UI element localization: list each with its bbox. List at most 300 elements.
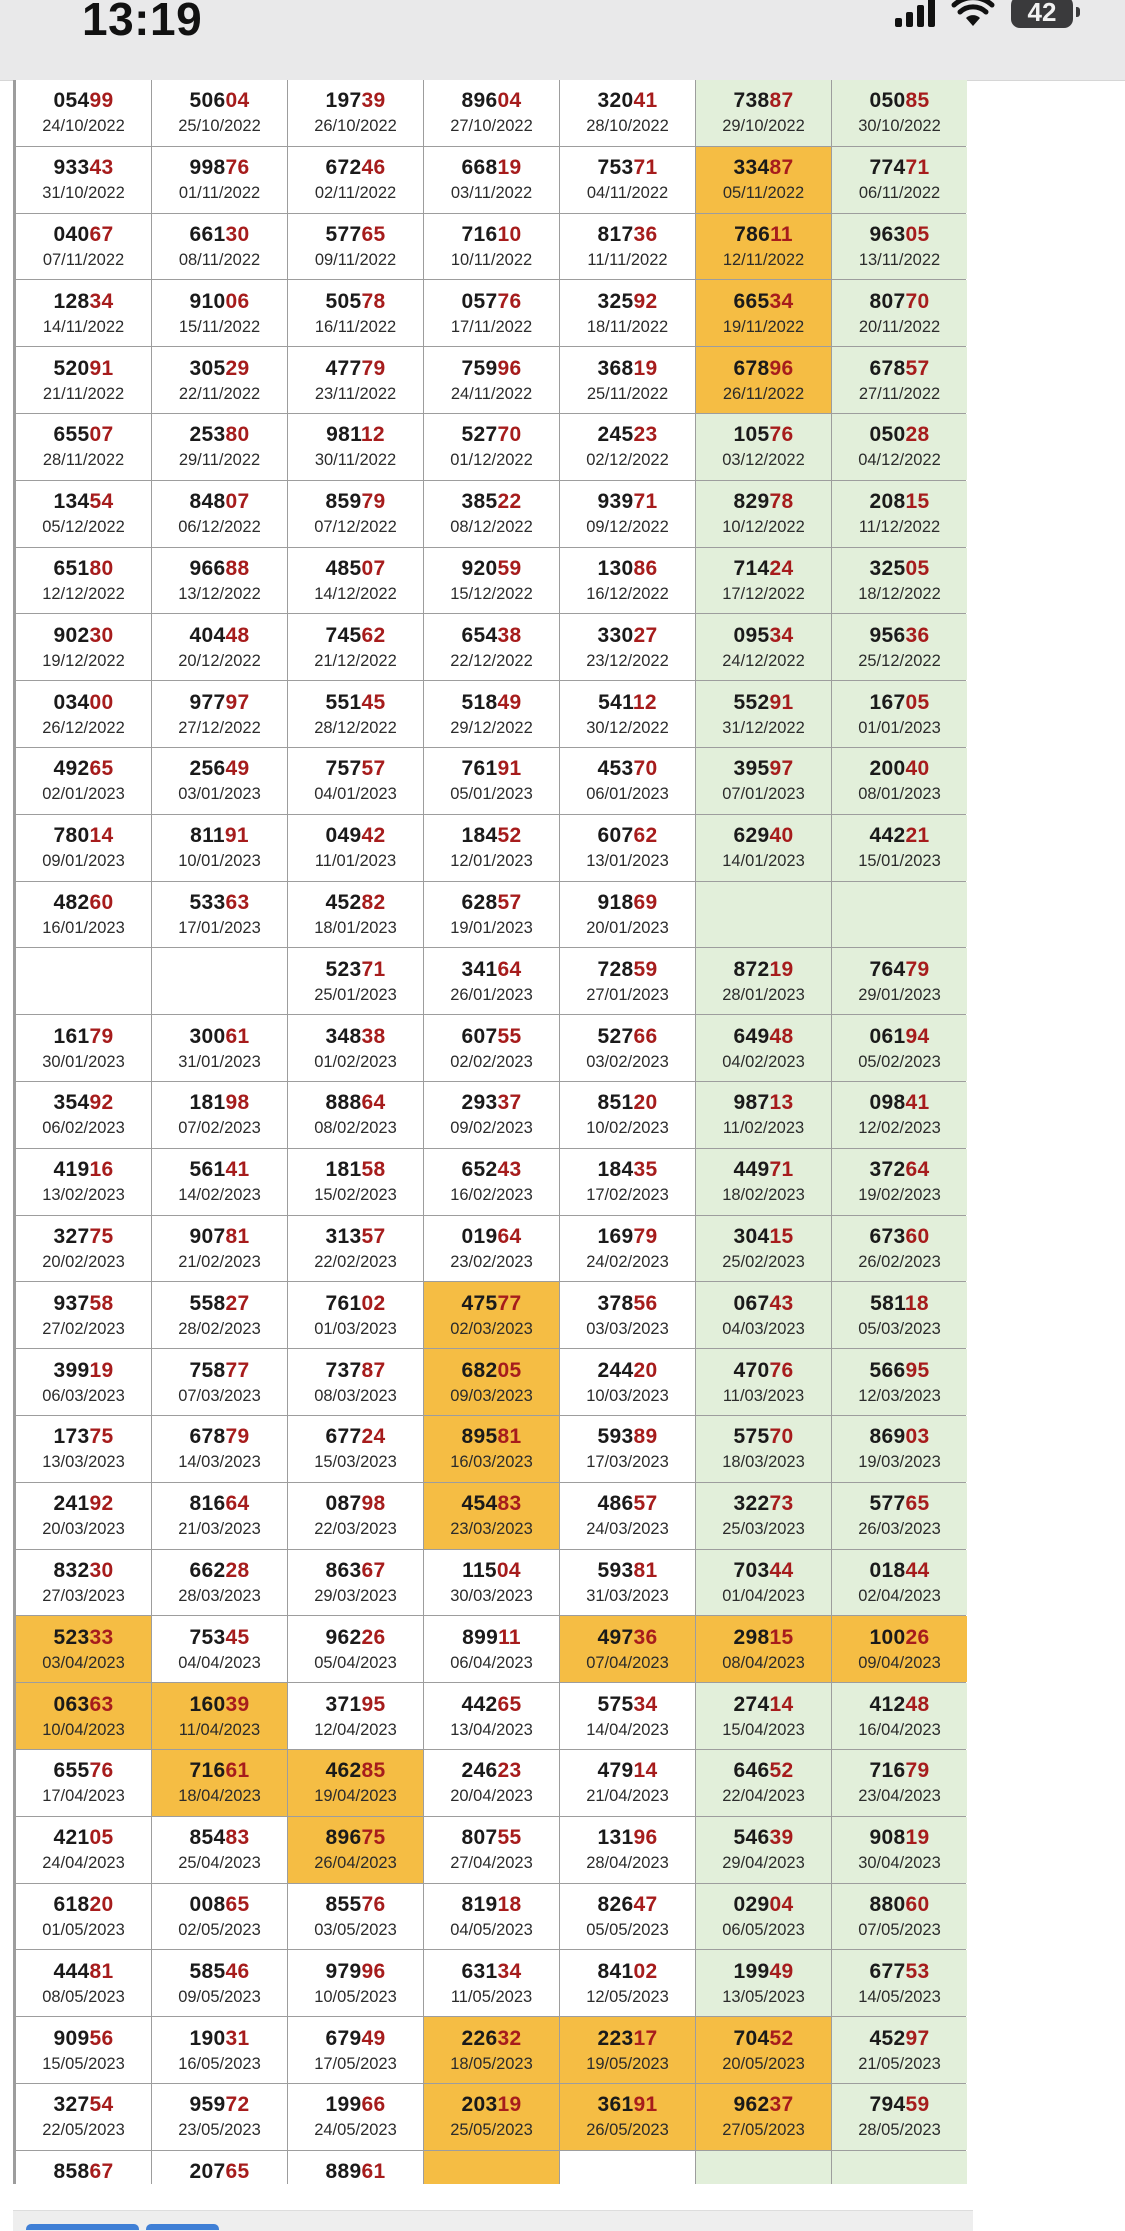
result-cell: [560, 2017, 695, 2083]
result-cell: [832, 548, 967, 614]
result-number: [54, 422, 114, 447]
result-number-lead: 817: [597, 222, 634, 246]
result-date: 02/04/2023: [858, 1586, 941, 1605]
result-number-lead: 807: [869, 289, 906, 313]
result-date: 23/11/2022: [314, 384, 397, 403]
result-number-lead: 371: [325, 1692, 362, 1716]
result-number-tail: 53: [905, 1959, 930, 1983]
result-number-tail: 85: [361, 1759, 386, 1783]
result-number-tail: 38: [361, 1024, 386, 1048]
result-cell: [16, 280, 151, 346]
result-number-tail: 92: [89, 1091, 114, 1115]
result-number-tail: 36: [633, 1625, 658, 1649]
result-cell: [696, 748, 831, 814]
result-number: [54, 1090, 114, 1115]
result-number-lead: 197: [325, 89, 362, 113]
result-cell: [152, 1082, 287, 1148]
result-cell: [696, 1149, 831, 1215]
result-number: [190, 289, 250, 314]
result-cell: [560, 1349, 695, 1415]
result-number-lead: 939: [597, 490, 634, 514]
result-cell: [424, 347, 559, 413]
result-date: 19/11/2022: [722, 317, 805, 336]
result-cell: [560, 1149, 695, 1215]
result-number: [326, 556, 386, 581]
result-number-lead: 485: [325, 556, 362, 580]
result-number: [598, 356, 658, 381]
result-number: [190, 1291, 250, 1316]
result-number: [462, 1758, 522, 1783]
result-cell: [832, 280, 967, 346]
result-number-tail: 79: [89, 1024, 114, 1048]
result-date: 04/11/2022: [586, 184, 669, 203]
result-cell: [696, 681, 831, 747]
result-number: [326, 222, 386, 247]
result-number: [870, 489, 930, 514]
result-number: [870, 1558, 930, 1583]
result-date: 13/04/2023: [450, 1720, 533, 1739]
result-number-tail: 63: [89, 1692, 114, 1716]
result-date: 27/01/2023: [586, 985, 669, 1004]
result-cell: [424, 1082, 559, 1148]
result-number-lead: 541: [598, 690, 633, 714]
result-date: 07/12/2022: [314, 518, 397, 537]
result-number-tail: 96: [633, 1826, 658, 1850]
result-cell: [832, 1750, 967, 1816]
result-number-lead: 855: [325, 1892, 362, 1916]
result-number: [598, 1491, 658, 1516]
result-date: 03/04/2023: [42, 1653, 125, 1672]
result-date: 09/01/2023: [42, 852, 125, 871]
result-number: [870, 1157, 930, 1182]
result-number-lead: 019: [461, 1224, 498, 1248]
result-date: 29/10/2022: [722, 117, 805, 136]
result-number-lead: 859: [325, 490, 362, 514]
result-cell: [832, 1149, 967, 1215]
result-cell: [288, 80, 423, 146]
result-date: 27/12/2022: [178, 718, 261, 737]
result-cell: [560, 1950, 695, 2016]
result-date: 13/11/2022: [858, 250, 941, 269]
result-number-tail: 76: [225, 156, 250, 180]
result-number-lead: 819: [461, 1892, 498, 1916]
result-cell: [288, 214, 423, 280]
result-cell: [16, 2017, 151, 2083]
result-date: 29/12/2022: [450, 718, 533, 737]
result-number: [190, 623, 250, 648]
result-number: [326, 1825, 386, 1850]
result-number-tail: 70: [497, 423, 522, 447]
result-date: 01/05/2023: [42, 1920, 125, 1939]
result-date: 28/04/2023: [586, 1854, 669, 1873]
result-number-tail: 83: [497, 1492, 522, 1516]
result-number-lead: 677: [869, 1959, 906, 1983]
result-date: 03/12/2022: [722, 451, 805, 470]
result-number: [598, 623, 658, 648]
result-number-tail: 30: [89, 623, 114, 647]
result-number: [190, 1692, 250, 1717]
result-cell: [560, 1616, 695, 1682]
result-number-lead: 761: [461, 757, 498, 781]
result-number: [54, 88, 114, 113]
result-date: 21/12/2022: [314, 651, 397, 670]
result-cell: [16, 147, 151, 213]
result-number-lead: 313: [325, 1224, 362, 1248]
result-cell: [832, 1282, 967, 1348]
result-cell: [152, 481, 287, 547]
result-cell: [560, 1683, 695, 1749]
result-number: [870, 222, 930, 247]
result-cell: [16, 2084, 151, 2150]
result-number-lead: 829: [733, 490, 770, 514]
result-number: [54, 1959, 114, 1984]
result-number-tail: 97: [225, 690, 250, 714]
result-number-tail: 79: [905, 957, 930, 981]
result-cell: [560, 147, 695, 213]
result-number: [190, 1224, 250, 1249]
result-number-tail: 59: [905, 2093, 930, 2117]
result-number: [326, 823, 386, 848]
result-number-tail: 36: [633, 222, 658, 246]
result-cell: [152, 815, 287, 881]
result-number: [54, 2159, 114, 2184]
result-number-lead: 334: [733, 156, 770, 180]
result-cell: [696, 1950, 831, 2016]
result-number: [54, 1758, 114, 1783]
status-time: 13:19: [82, 0, 203, 45]
result-number-lead: 907: [189, 1224, 226, 1248]
result-number-lead: 372: [869, 1158, 906, 1182]
result-number: [870, 556, 930, 581]
result-date: 07/05/2023: [858, 1920, 941, 1939]
result-number: [598, 823, 658, 848]
result-number-lead: 661: [189, 222, 226, 246]
result-number-lead: 223: [597, 2026, 634, 2050]
result-number-lead: 585: [189, 1959, 226, 1983]
result-number-lead: 482: [53, 890, 90, 914]
result-date: 26/01/2023: [450, 985, 533, 1004]
result-number-lead: 018: [869, 1558, 906, 1582]
result-number-lead: 208: [869, 490, 906, 514]
result-date: 30/03/2023: [450, 1586, 533, 1605]
result-number: [734, 1692, 794, 1717]
result-cell: [16, 1750, 151, 1816]
result-number-lead: 863: [325, 1558, 362, 1582]
result-cell: [832, 481, 967, 547]
result-number-lead: 678: [189, 1425, 226, 1449]
result-cell: [696, 1349, 831, 1415]
result-date: 14/01/2023: [722, 852, 805, 871]
result-cell: [16, 1483, 151, 1549]
result-cell: [288, 2084, 423, 2150]
result-number-tail: 95: [361, 1692, 386, 1716]
result-number: [462, 289, 522, 314]
result-number-lead: 758: [189, 1358, 226, 1382]
result-number-lead: 841: [597, 1959, 634, 1983]
result-number-tail: 49: [497, 690, 522, 714]
result-number-lead: 131: [597, 1826, 634, 1850]
result-cell: [696, 2017, 831, 2083]
result-number-lead: 577: [869, 1492, 906, 1516]
result-number-lead: 050: [869, 89, 906, 113]
result-number-tail: 46: [361, 156, 386, 180]
result-date: 05/02/2023: [858, 1052, 941, 1071]
result-number: [462, 1024, 522, 1049]
result-number: [734, 88, 794, 113]
result-cell: [288, 1149, 423, 1215]
result-cell: [696, 1750, 831, 1816]
result-number: [870, 1758, 930, 1783]
result-number-lead: 962: [733, 2093, 770, 2117]
result-number: [326, 489, 386, 514]
result-number-tail: 04: [769, 1892, 794, 1916]
result-number-lead: 987: [733, 1091, 770, 1115]
result-date: 06/05/2023: [722, 1920, 805, 1939]
result-cell: [16, 414, 151, 480]
result-cell: [424, 1884, 559, 1950]
result-number-lead: 593: [597, 1558, 634, 1582]
result-cell: [152, 1416, 287, 1482]
result-number: [326, 2092, 386, 2117]
result-number: [734, 222, 793, 247]
result-number-lead: 523: [325, 957, 362, 981]
result-number-tail: 15: [769, 1625, 794, 1649]
result-cell: [560, 948, 695, 1014]
result-number-lead: 395: [733, 757, 770, 781]
result-date: 13/05/2023: [722, 1987, 805, 2006]
result-cell: [424, 147, 559, 213]
result-date: 08/01/2023: [858, 785, 941, 804]
result-number-lead: 325: [869, 556, 906, 580]
nav-button-right[interactable]: [146, 2224, 219, 2230]
result-cell: [424, 80, 559, 146]
result-number: [326, 1291, 386, 1316]
result-date: 21/03/2023: [178, 1520, 261, 1539]
result-number-lead: 169: [597, 1224, 634, 1248]
result-number-tail: 14: [89, 824, 114, 848]
result-number-tail: 02: [633, 1959, 658, 1983]
result-number: [326, 1491, 386, 1516]
result-number-lead: 361: [597, 2093, 634, 2117]
result-date: 29/01/2023: [858, 985, 941, 1004]
result-date: 01/04/2023: [722, 1586, 805, 1605]
result-date: 24/11/2022: [450, 384, 533, 403]
result-cell: [152, 1550, 287, 1616]
result-number-lead: 399: [53, 1358, 90, 1382]
result-number-tail: 35: [633, 1158, 658, 1182]
result-number-lead: 061: [869, 1024, 906, 1048]
result-number: [734, 1959, 794, 1984]
result-date: 27/04/2023: [450, 1854, 533, 1873]
result-number: [870, 623, 930, 648]
result-date: 27/11/2022: [858, 384, 941, 403]
result-date: 17/11/2022: [450, 317, 533, 336]
result-date: 02/05/2023: [178, 1920, 261, 1939]
result-number-lead: 665: [733, 289, 770, 313]
result-cell: [560, 1216, 695, 1282]
result-number-lead: 527: [461, 423, 498, 447]
result-number: [462, 1558, 521, 1583]
result-date: 30/01/2023: [42, 1052, 125, 1071]
result-number-tail: 95: [905, 1358, 930, 1382]
result-number-tail: 98: [225, 1091, 250, 1115]
result-number-lead: 442: [461, 1692, 498, 1716]
result-number: [190, 556, 250, 581]
result-number-lead: 655: [53, 1759, 90, 1783]
result-number-lead: 745: [325, 623, 362, 647]
result-cell: [832, 414, 967, 480]
result-cell: [832, 882, 967, 948]
result-number-tail: 28: [905, 423, 930, 447]
result-date: 10/03/2023: [586, 1386, 669, 1405]
result-date: 14/02/2023: [178, 1186, 261, 1205]
result-number: [870, 356, 930, 381]
result-number: [54, 1424, 114, 1449]
result-number-tail: 33: [89, 1625, 114, 1649]
result-number-lead: 716: [189, 1759, 226, 1783]
result-cell: [424, 2084, 559, 2150]
result-number: [326, 1090, 386, 1115]
result-number: [734, 1291, 794, 1316]
result-cell: [424, 748, 559, 814]
result-date: 05/03/2023: [858, 1319, 941, 1338]
result-number-lead: 577: [325, 222, 362, 246]
result-cell: [152, 1349, 287, 1415]
result-number: [190, 1491, 250, 1516]
result-number-lead: 678: [869, 356, 906, 380]
result-number-lead: 977: [189, 690, 226, 714]
result-number-lead: 452: [325, 890, 362, 914]
result-date: 10/04/2023: [42, 1720, 125, 1739]
result-number-tail: 49: [225, 757, 250, 781]
result-number: [462, 556, 522, 581]
result-number-lead: 190: [189, 2026, 226, 2050]
result-date: 28/11/2022: [42, 451, 125, 470]
result-cell: [560, 1082, 695, 1148]
result-number-tail: 99: [89, 89, 114, 113]
result-number-tail: 45: [361, 690, 386, 714]
result-number-lead: 054: [53, 89, 90, 113]
result-date: 01/12/2022: [450, 451, 533, 470]
result-number: [54, 1825, 114, 1850]
result-number-lead: 404: [189, 623, 226, 647]
result-number-tail: 78: [769, 490, 794, 514]
result-number-tail: 05: [497, 1358, 522, 1382]
result-date: 18/05/2023: [450, 2054, 533, 2073]
result-cell: [560, 882, 695, 948]
result-date: 02/02/2023: [450, 1052, 533, 1071]
result-cell: [424, 481, 559, 547]
result-date: 17/01/2023: [178, 918, 261, 937]
result-cell: [288, 1483, 423, 1549]
result-number-lead: 811: [190, 824, 225, 848]
result-date: 04/12/2022: [858, 451, 941, 470]
result-number: [598, 1758, 658, 1783]
result-number-tail: 87: [361, 1358, 386, 1382]
result-date: 09/11/2022: [314, 250, 397, 269]
result-number: [326, 1959, 386, 1984]
result-date: 23/04/2023: [858, 1787, 941, 1806]
result-number-tail: 73: [769, 1492, 794, 1516]
result-number-lead: 581: [870, 1291, 905, 1315]
result-number-lead: 628: [461, 890, 498, 914]
result-date: 09/05/2023: [178, 1987, 261, 2006]
result-number-tail: 02: [361, 1291, 386, 1315]
result-number: [462, 222, 522, 247]
result-number: [734, 1224, 794, 1249]
result-cell: [152, 882, 287, 948]
result-cell: [152, 1817, 287, 1883]
result-number: [54, 1692, 114, 1717]
result-number-lead: 662: [189, 1558, 226, 1582]
result-number-lead: 167: [869, 690, 906, 714]
result-number: [54, 356, 114, 381]
result-date: 04/02/2023: [722, 1052, 805, 1071]
result-number-lead: 322: [733, 1492, 770, 1516]
result-cell: [288, 1950, 423, 2016]
result-number-tail: 64: [497, 1224, 522, 1248]
result-number-tail: 52: [497, 824, 522, 848]
result-cell: [288, 414, 423, 480]
result-number-tail: 20: [89, 1892, 114, 1916]
result-date: 03/03/2023: [586, 1319, 669, 1338]
result-number-lead: 869: [869, 1425, 906, 1449]
result-number: [326, 957, 386, 982]
result-number: [870, 1491, 930, 1516]
result-cell: [152, 414, 287, 480]
result-number: [598, 88, 658, 113]
result-date: 05/11/2022: [722, 184, 805, 203]
result-number-tail: 27: [633, 623, 658, 647]
result-date: 06/03/2023: [42, 1386, 125, 1405]
result-number: [462, 1090, 522, 1115]
result-number-tail: 92: [633, 289, 658, 313]
result-cell: [424, 1750, 559, 1816]
result-number-tail: 71: [633, 156, 658, 180]
result-date: 06/12/2022: [178, 518, 261, 537]
result-number-tail: 76: [361, 1892, 386, 1916]
result-number-tail: 71: [361, 957, 386, 981]
result-number-lead: 575: [597, 1692, 634, 1716]
result-date: 25/10/2022: [178, 117, 261, 136]
result-date: 11/04/2023: [178, 1720, 261, 1739]
result-number: [326, 1558, 386, 1583]
result-number-tail: 76: [497, 289, 522, 313]
result-number-lead: 452: [869, 2026, 906, 2050]
result-cell: [152, 1216, 287, 1282]
result-date: 24/03/2023: [586, 1520, 669, 1539]
nav-button-left[interactable]: [26, 2224, 139, 2230]
result-date: 25/01/2023: [314, 985, 397, 1004]
result-number-tail: 56: [633, 1291, 658, 1315]
result-number-tail: 19: [497, 156, 522, 180]
result-number-lead: 654: [461, 623, 498, 647]
result-number-tail: 59: [497, 556, 522, 580]
result-number: [598, 2026, 658, 2051]
result-cell: [288, 1015, 423, 1081]
result-cell: [832, 1015, 967, 1081]
result-number-lead: 385: [461, 490, 498, 514]
result-number: [870, 1892, 930, 1917]
result-date: 27/10/2022: [450, 117, 533, 136]
result-number-lead: 679: [325, 2026, 362, 2050]
result-number: [598, 1625, 658, 1650]
result-date: 26/11/2022: [722, 384, 805, 403]
result-number: [870, 289, 930, 314]
result-cell: [16, 1683, 151, 1749]
result-cell: [288, 1550, 423, 1616]
result-number: [462, 1358, 522, 1383]
